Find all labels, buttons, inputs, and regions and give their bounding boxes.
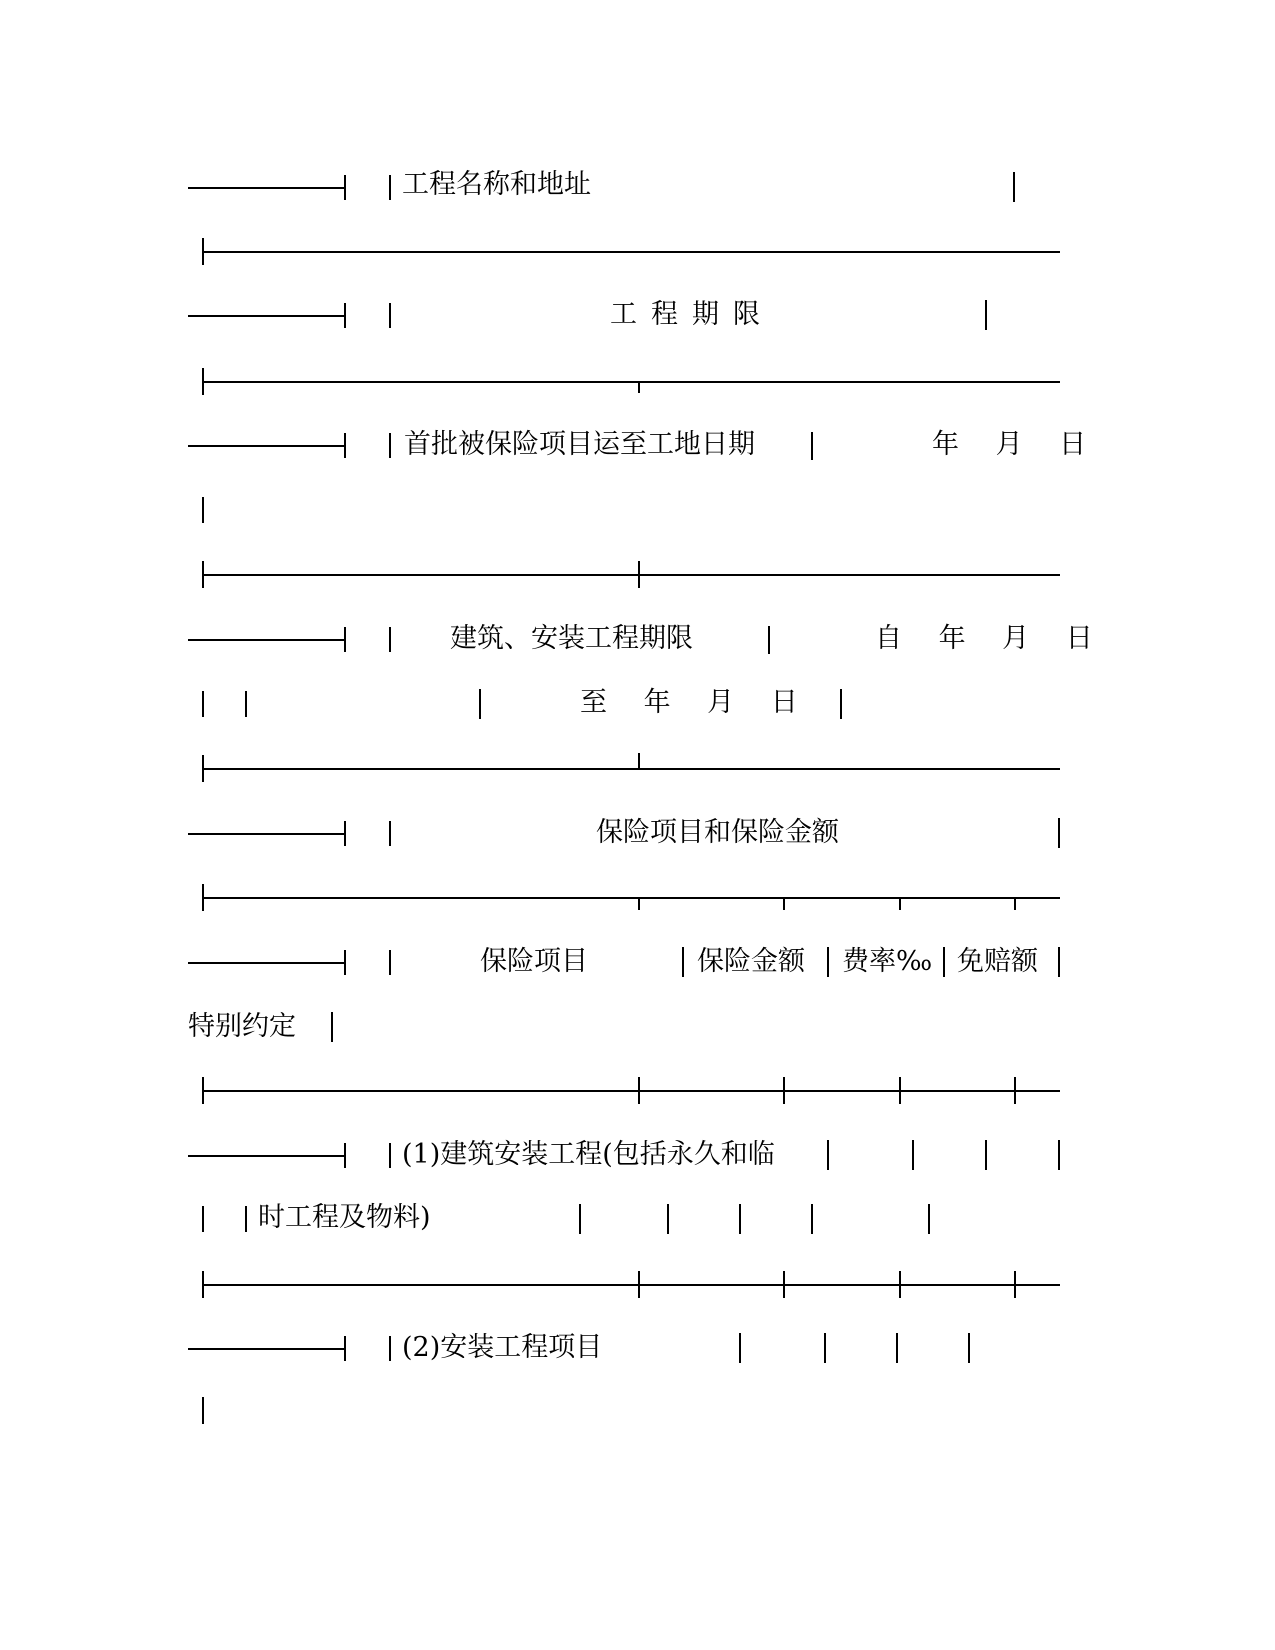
cell-border bbox=[389, 950, 391, 975]
cell-border bbox=[245, 691, 247, 717]
cell-border bbox=[985, 1140, 987, 1170]
cell-border bbox=[824, 1333, 826, 1363]
table-divider bbox=[202, 768, 1060, 770]
left-dash bbox=[188, 639, 346, 641]
cell-border bbox=[245, 1206, 247, 1232]
cell-border bbox=[739, 1204, 741, 1234]
cell-border bbox=[811, 432, 813, 460]
left-dash-end bbox=[344, 175, 346, 200]
cell-border bbox=[840, 689, 842, 719]
left-dash bbox=[188, 1155, 346, 1157]
cell-border bbox=[768, 626, 770, 654]
cell-border bbox=[202, 1206, 204, 1232]
divider-tick bbox=[638, 1271, 640, 1298]
divider-tick bbox=[202, 1271, 204, 1298]
construction-period-label: 建筑、安装工程期限 bbox=[450, 623, 693, 654]
cell-border bbox=[827, 1140, 829, 1170]
cell-border bbox=[479, 689, 481, 719]
left-dash-end bbox=[344, 627, 346, 652]
cell-border bbox=[943, 947, 945, 977]
cell-border bbox=[202, 497, 204, 523]
divider-tick bbox=[899, 1077, 901, 1104]
item1-text-line2: 时工程及物料) bbox=[258, 1202, 431, 1233]
left-dash bbox=[188, 962, 346, 964]
divider-tick bbox=[638, 897, 640, 910]
left-dash-end bbox=[344, 1336, 346, 1361]
cell-border bbox=[1013, 172, 1015, 202]
divider-tick bbox=[783, 1271, 785, 1298]
cell-border bbox=[579, 1204, 581, 1234]
cell-border bbox=[389, 1336, 391, 1361]
cell-border bbox=[331, 1012, 333, 1042]
cell-border bbox=[202, 1397, 204, 1424]
divider-tick bbox=[202, 238, 204, 265]
cell-border bbox=[389, 821, 391, 846]
left-dash bbox=[188, 1348, 346, 1350]
table-divider bbox=[202, 897, 1060, 899]
divider-tick bbox=[202, 755, 204, 782]
col-header-special-terms: 特别约定 bbox=[188, 1011, 296, 1042]
table-divider bbox=[202, 381, 1060, 383]
cell-border bbox=[1058, 1140, 1060, 1170]
cell-border bbox=[389, 627, 391, 652]
divider-tick bbox=[202, 1077, 204, 1104]
project-period-heading: 工程期限 bbox=[610, 299, 774, 330]
col-header-rate: 费率‰ bbox=[842, 946, 933, 977]
divider-tick bbox=[1014, 1077, 1016, 1104]
left-dash bbox=[188, 187, 346, 189]
cell-border bbox=[682, 947, 684, 977]
cell-border bbox=[389, 303, 391, 328]
divider-tick bbox=[202, 561, 204, 588]
construction-period-from: 自 年 月 日 bbox=[875, 623, 1107, 654]
cell-border bbox=[912, 1140, 914, 1170]
divider-tick bbox=[638, 381, 640, 393]
item1-text-line1: (1)建筑安装工程(包括永久和临 bbox=[402, 1139, 775, 1170]
divider-tick bbox=[202, 884, 204, 911]
cell-border bbox=[896, 1333, 898, 1363]
left-dash bbox=[188, 315, 346, 317]
insured-items-amount-heading: 保险项目和保险金额 bbox=[596, 817, 839, 848]
table-divider bbox=[202, 574, 1060, 576]
left-dash-end bbox=[344, 303, 346, 328]
cell-border bbox=[1058, 947, 1060, 977]
divider-tick bbox=[899, 897, 901, 910]
cell-border bbox=[811, 1204, 813, 1234]
divider-tick bbox=[202, 368, 204, 395]
left-dash-end bbox=[344, 1143, 346, 1168]
table-divider bbox=[202, 1090, 1060, 1092]
divider-tick bbox=[1014, 897, 1016, 910]
divider-tick bbox=[638, 753, 640, 768]
left-dash-end bbox=[344, 433, 346, 458]
cell-border bbox=[389, 175, 391, 200]
divider-tick bbox=[899, 1271, 901, 1298]
cell-border bbox=[1058, 818, 1060, 848]
left-dash-end bbox=[344, 821, 346, 846]
cell-border bbox=[389, 1143, 391, 1168]
first-delivery-date-label: 首批被保险项目运至工地日期 bbox=[404, 429, 755, 460]
item2-text: (2)安装工程项目 bbox=[402, 1332, 603, 1363]
cell-border bbox=[827, 947, 829, 977]
divider-tick bbox=[638, 561, 640, 588]
col-header-deductible: 免赔额 bbox=[957, 946, 1038, 977]
construction-period-to: 至 年 月 日 bbox=[580, 687, 812, 718]
cell-border bbox=[739, 1333, 741, 1363]
divider-tick bbox=[638, 1077, 640, 1104]
cell-border bbox=[968, 1333, 970, 1363]
cell-border bbox=[667, 1204, 669, 1234]
table-divider bbox=[202, 1284, 1060, 1286]
left-dash bbox=[188, 445, 346, 447]
divider-tick bbox=[783, 1077, 785, 1104]
left-dash-end bbox=[344, 950, 346, 975]
project-name-address-label: 工程名称和地址 bbox=[402, 169, 591, 200]
cell-border bbox=[389, 433, 391, 458]
cell-border bbox=[928, 1204, 930, 1234]
divider-tick bbox=[783, 897, 785, 910]
table-divider bbox=[202, 251, 1060, 253]
col-header-insured-amount: 保险金额 bbox=[697, 946, 805, 977]
cell-border bbox=[202, 691, 204, 717]
first-delivery-date-value: 年 月 日 bbox=[932, 429, 1101, 460]
left-dash bbox=[188, 833, 346, 835]
cell-border bbox=[985, 300, 987, 330]
divider-tick bbox=[1014, 1271, 1016, 1298]
col-header-insured-item: 保险项目 bbox=[480, 946, 588, 977]
